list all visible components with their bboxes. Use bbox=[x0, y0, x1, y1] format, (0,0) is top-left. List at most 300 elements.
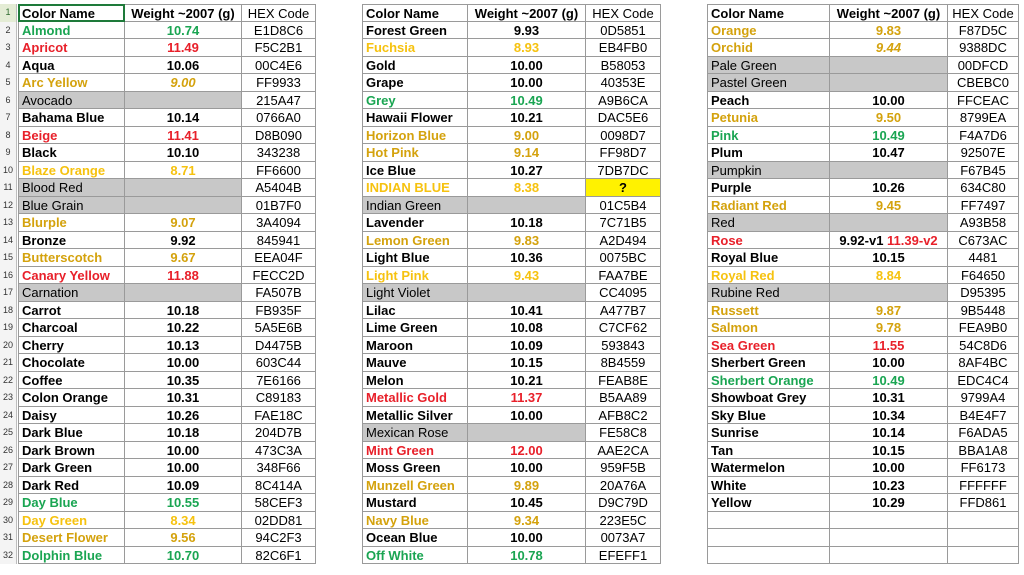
weight-cell[interactable]: 11.41 bbox=[125, 127, 242, 145]
header-weight[interactable]: Weight ~2007 (g) bbox=[125, 4, 242, 22]
hex-code-cell[interactable]: 7DB7DC bbox=[586, 162, 661, 180]
weight-cell[interactable] bbox=[468, 197, 586, 215]
color-name-cell[interactable]: Dolphin Blue bbox=[18, 547, 125, 565]
hex-code-cell[interactable]: 7C71B5 bbox=[586, 214, 661, 232]
hex-code-cell[interactable]: A93B58 bbox=[948, 214, 1019, 232]
color-name-cell[interactable]: Avocado bbox=[18, 92, 125, 110]
color-name-cell[interactable]: Pink bbox=[707, 127, 830, 145]
color-name-cell[interactable]: Carnation bbox=[18, 284, 125, 302]
weight-cell[interactable]: 10.06 bbox=[125, 57, 242, 75]
hex-code-cell[interactable]: 223E5C bbox=[586, 512, 661, 530]
hex-code-cell[interactable]: EFEFF1 bbox=[586, 547, 661, 565]
row-number[interactable]: 8 bbox=[0, 127, 17, 145]
hex-code-cell[interactable]: 593843 bbox=[586, 337, 661, 355]
color-name-cell[interactable]: Mexican Rose bbox=[362, 424, 468, 442]
hex-code-cell[interactable]: 8AF4BC bbox=[948, 354, 1019, 372]
row-number[interactable]: 9 bbox=[0, 144, 17, 162]
color-name-cell[interactable]: Plum bbox=[707, 144, 830, 162]
color-name-cell[interactable]: Moss Green bbox=[362, 459, 468, 477]
row-number[interactable]: 31 bbox=[0, 529, 17, 547]
weight-cell[interactable]: 9.44 bbox=[830, 39, 948, 57]
row-number[interactable]: 26 bbox=[0, 442, 17, 460]
hex-code-cell[interactable]: D95395 bbox=[948, 284, 1019, 302]
weight-cell[interactable]: 8.93 bbox=[468, 39, 586, 57]
color-name-cell[interactable]: Butterscotch bbox=[18, 249, 125, 267]
weight-cell[interactable]: 9.45 bbox=[830, 197, 948, 215]
header-color-name[interactable]: Color Name bbox=[707, 4, 830, 22]
hex-code-cell[interactable]: F64650 bbox=[948, 267, 1019, 285]
hex-code-cell[interactable] bbox=[948, 512, 1019, 530]
hex-code-cell[interactable]: D4475B bbox=[242, 337, 316, 355]
color-name-cell[interactable]: Light Blue bbox=[362, 249, 468, 267]
hex-code-cell[interactable]: FB935F bbox=[242, 302, 316, 320]
hex-code-cell[interactable]: 94C2F3 bbox=[242, 529, 316, 547]
hex-code-cell[interactable] bbox=[948, 547, 1019, 565]
weight-cell[interactable]: 9.92 bbox=[125, 232, 242, 250]
hex-code-cell[interactable]: 01C5B4 bbox=[586, 197, 661, 215]
color-name-cell[interactable]: Grey bbox=[362, 92, 468, 110]
color-name-cell[interactable]: Maroon bbox=[362, 337, 468, 355]
weight-cell[interactable]: 10.45 bbox=[468, 494, 586, 512]
weight-cell[interactable] bbox=[830, 547, 948, 565]
color-name-cell[interactable]: Showboat Grey bbox=[707, 389, 830, 407]
weight-cell[interactable]: 10.26 bbox=[125, 407, 242, 425]
hex-code-cell[interactable]: FA507B bbox=[242, 284, 316, 302]
color-name-cell[interactable]: Desert Flower bbox=[18, 529, 125, 547]
color-name-cell[interactable]: Yellow bbox=[707, 494, 830, 512]
color-name-cell[interactable]: Apricot bbox=[18, 39, 125, 57]
row-number[interactable]: 24 bbox=[0, 407, 17, 425]
weight-cell[interactable]: 10.22 bbox=[125, 319, 242, 337]
color-name-cell[interactable]: Pale Green bbox=[707, 57, 830, 75]
weight-cell[interactable]: 10.15 bbox=[468, 354, 586, 372]
hex-code-cell[interactable]: FFCEAC bbox=[948, 92, 1019, 110]
hex-code-cell[interactable]: F5C2B1 bbox=[242, 39, 316, 57]
color-name-cell[interactable]: Lilac bbox=[362, 302, 468, 320]
weight-cell[interactable]: 10.15 bbox=[830, 442, 948, 460]
color-name-cell[interactable]: Metallic Gold bbox=[362, 389, 468, 407]
hex-code-cell[interactable]: A477B7 bbox=[586, 302, 661, 320]
hex-code-cell[interactable]: AFB8C2 bbox=[586, 407, 661, 425]
hex-code-cell[interactable]: 0073A7 bbox=[586, 529, 661, 547]
hex-code-cell[interactable]: 9B5448 bbox=[948, 302, 1019, 320]
color-name-cell[interactable]: Ice Blue bbox=[362, 162, 468, 180]
color-name-cell[interactable]: Indian Green bbox=[362, 197, 468, 215]
hex-code-cell[interactable]: FF98D7 bbox=[586, 144, 661, 162]
color-name-cell[interactable]: Bahama Blue bbox=[18, 109, 125, 127]
hex-code-cell[interactable]: FE58C8 bbox=[586, 424, 661, 442]
hex-code-cell[interactable]: EB4FB0 bbox=[586, 39, 661, 57]
weight-cell[interactable]: 10.10 bbox=[125, 144, 242, 162]
color-name-cell[interactable]: Charcoal bbox=[18, 319, 125, 337]
color-name-cell[interactable]: Canary Yellow bbox=[18, 267, 125, 285]
color-name-cell[interactable]: Cherry bbox=[18, 337, 125, 355]
weight-cell[interactable] bbox=[468, 424, 586, 442]
weight-cell[interactable]: 9.93 bbox=[468, 22, 586, 40]
header-color-name[interactable]: Color Name bbox=[18, 4, 125, 22]
hex-code-cell[interactable]: 959F5B bbox=[586, 459, 661, 477]
hex-code-cell[interactable]: 0D5851 bbox=[586, 22, 661, 40]
weight-cell[interactable]: 9.43 bbox=[468, 267, 586, 285]
hex-code-cell[interactable]: FF9933 bbox=[242, 74, 316, 92]
hex-code-cell[interactable]: EEA04F bbox=[242, 249, 316, 267]
hex-code-cell[interactable]: B5AA89 bbox=[586, 389, 661, 407]
weight-cell[interactable]: 10.29 bbox=[830, 494, 948, 512]
hex-code-cell[interactable]: FAA7BE bbox=[586, 267, 661, 285]
weight-cell[interactable] bbox=[830, 512, 948, 530]
weight-cell[interactable] bbox=[125, 284, 242, 302]
color-name-cell[interactable]: Watermelon bbox=[707, 459, 830, 477]
hex-code-cell[interactable]: 8799EA bbox=[948, 109, 1019, 127]
hex-code-cell[interactable]: 845941 bbox=[242, 232, 316, 250]
hex-code-cell[interactable]: F4A7D6 bbox=[948, 127, 1019, 145]
hex-code-cell[interactable]: 54C8D6 bbox=[948, 337, 1019, 355]
header-hex[interactable]: HEX Code bbox=[242, 4, 316, 22]
weight-cell[interactable]: 9.34 bbox=[468, 512, 586, 530]
hex-code-cell[interactable]: 00C4E6 bbox=[242, 57, 316, 75]
color-name-cell[interactable]: Almond bbox=[18, 22, 125, 40]
color-name-cell[interactable]: Blaze Orange bbox=[18, 162, 125, 180]
row-number[interactable]: 15 bbox=[0, 249, 17, 267]
row-number[interactable]: 14 bbox=[0, 232, 17, 250]
weight-cell[interactable]: 9.83 bbox=[830, 22, 948, 40]
hex-code-cell[interactable]: AAE2CA bbox=[586, 442, 661, 460]
color-name-cell[interactable]: Dark Brown bbox=[18, 442, 125, 460]
hex-code-cell[interactable]: C89183 bbox=[242, 389, 316, 407]
hex-code-cell[interactable]: FFFFFF bbox=[948, 477, 1019, 495]
row-number[interactable]: 11 bbox=[0, 179, 17, 197]
row-number[interactable]: 25 bbox=[0, 424, 17, 442]
hex-code-cell[interactable] bbox=[948, 529, 1019, 547]
color-name-cell[interactable]: Bronze bbox=[18, 232, 125, 250]
color-name-cell[interactable]: Metallic Silver bbox=[362, 407, 468, 425]
weight-cell[interactable]: 10.21 bbox=[468, 372, 586, 390]
weight-cell[interactable]: 10.14 bbox=[830, 424, 948, 442]
weight-cell[interactable] bbox=[468, 284, 586, 302]
weight-cell[interactable]: 10.00 bbox=[125, 442, 242, 460]
weight-cell[interactable]: 10.00 bbox=[468, 407, 586, 425]
hex-code-cell[interactable]: FF6600 bbox=[242, 162, 316, 180]
weight-cell[interactable]: 10.00 bbox=[830, 354, 948, 372]
hex-code-cell[interactable]: F67B45 bbox=[948, 162, 1019, 180]
color-name-cell[interactable]: Colon Orange bbox=[18, 389, 125, 407]
weight-cell[interactable]: 10.13 bbox=[125, 337, 242, 355]
weight-cell[interactable]: 10.47 bbox=[830, 144, 948, 162]
color-name-cell[interactable]: Gold bbox=[362, 57, 468, 75]
weight-cell[interactable] bbox=[830, 232, 948, 250]
color-name-cell[interactable]: Red bbox=[707, 214, 830, 232]
weight-cell[interactable]: 10.09 bbox=[468, 337, 586, 355]
row-number[interactable]: 27 bbox=[0, 459, 17, 477]
hex-code-cell[interactable]: 0766A0 bbox=[242, 109, 316, 127]
weight-cell[interactable] bbox=[830, 74, 948, 92]
hex-code-cell[interactable]: 20A76A bbox=[586, 477, 661, 495]
hex-code-cell[interactable]: A9B6CA bbox=[586, 92, 661, 110]
weight-cell[interactable]: 10.21 bbox=[468, 109, 586, 127]
row-number[interactable]: 22 bbox=[0, 372, 17, 390]
weight-cell[interactable]: 8.71 bbox=[125, 162, 242, 180]
hex-code-cell[interactable]: FEAB8E bbox=[586, 372, 661, 390]
weight-cell[interactable]: 10.36 bbox=[468, 249, 586, 267]
color-name-cell[interactable]: Mauve bbox=[362, 354, 468, 372]
hex-code-cell[interactable]: 0075BC bbox=[586, 249, 661, 267]
row-number[interactable]: 16 bbox=[0, 267, 17, 285]
color-name-cell[interactable]: Sherbert Green bbox=[707, 354, 830, 372]
weight-cell[interactable]: 10.49 bbox=[830, 372, 948, 390]
weight-cell[interactable]: 8.84 bbox=[830, 267, 948, 285]
weight-cell[interactable]: 10.00 bbox=[125, 459, 242, 477]
color-name-cell[interactable]: Light Pink bbox=[362, 267, 468, 285]
weight-cell[interactable]: 10.00 bbox=[830, 459, 948, 477]
hex-code-cell[interactable]: BBA1A8 bbox=[948, 442, 1019, 460]
hex-code-cell[interactable]: 3A4094 bbox=[242, 214, 316, 232]
hex-code-cell[interactable]: A5404B bbox=[242, 179, 316, 197]
row-number[interactable]: 20 bbox=[0, 337, 17, 355]
color-name-cell[interactable]: Carrot bbox=[18, 302, 125, 320]
row-number[interactable]: 5 bbox=[0, 74, 17, 92]
hex-code-cell[interactable]: FF6173 bbox=[948, 459, 1019, 477]
color-name-cell[interactable]: Rose bbox=[707, 232, 830, 250]
color-name-cell[interactable] bbox=[707, 512, 830, 530]
color-name-cell[interactable]: Black bbox=[18, 144, 125, 162]
hex-code-cell[interactable]: 7E6166 bbox=[242, 372, 316, 390]
color-name-cell[interactable]: Mint Green bbox=[362, 442, 468, 460]
hex-code-cell[interactable]: 92507E bbox=[948, 144, 1019, 162]
hex-code-cell[interactable]: FFD861 bbox=[948, 494, 1019, 512]
weight-cell[interactable]: 10.08 bbox=[468, 319, 586, 337]
weight-cell[interactable]: 10.27 bbox=[468, 162, 586, 180]
row-number[interactable]: 21 bbox=[0, 354, 17, 372]
weight-cell[interactable]: 10.31 bbox=[830, 389, 948, 407]
hex-code-cell[interactable]: 348F66 bbox=[242, 459, 316, 477]
weight-cell[interactable]: 10.55 bbox=[125, 494, 242, 512]
row-number[interactable]: 28 bbox=[0, 477, 17, 495]
weight-cell[interactable]: 10.74 bbox=[125, 22, 242, 40]
color-name-cell[interactable]: Day Blue bbox=[18, 494, 125, 512]
hex-code-cell[interactable]: 0098D7 bbox=[586, 127, 661, 145]
weight-cell[interactable]: 10.78 bbox=[468, 547, 586, 565]
row-number[interactable]: 6 bbox=[0, 92, 17, 110]
hex-code-cell[interactable]: 8B4559 bbox=[586, 354, 661, 372]
row-number[interactable]: 10 bbox=[0, 162, 17, 180]
color-name-cell[interactable]: Blue Grain bbox=[18, 197, 125, 215]
hex-code-cell[interactable]: 204D7B bbox=[242, 424, 316, 442]
color-name-cell[interactable]: Lavender bbox=[362, 214, 468, 232]
weight-cell[interactable] bbox=[830, 57, 948, 75]
weight-cell[interactable] bbox=[830, 529, 948, 547]
color-name-cell[interactable]: Royal Red bbox=[707, 267, 830, 285]
weight-cell[interactable]: 10.41 bbox=[468, 302, 586, 320]
weight-cell[interactable]: 10.09 bbox=[125, 477, 242, 495]
weight-cell[interactable]: 9.83 bbox=[468, 232, 586, 250]
row-number[interactable]: 4 bbox=[0, 57, 17, 75]
color-name-cell[interactable]: Rubine Red bbox=[707, 284, 830, 302]
weight-cell[interactable]: 10.00 bbox=[468, 529, 586, 547]
color-name-cell[interactable]: Sea Green bbox=[707, 337, 830, 355]
row-number[interactable]: 17 bbox=[0, 284, 17, 302]
color-name-cell[interactable]: Orchid bbox=[707, 39, 830, 57]
color-name-cell[interactable]: Sky Blue bbox=[707, 407, 830, 425]
color-name-cell[interactable]: Grape bbox=[362, 74, 468, 92]
hex-code-cell[interactable]: 473C3A bbox=[242, 442, 316, 460]
color-name-cell[interactable]: Salmon bbox=[707, 319, 830, 337]
color-name-cell[interactable]: Dark Blue bbox=[18, 424, 125, 442]
weight-cell[interactable]: 11.88 bbox=[125, 267, 242, 285]
hex-code-cell[interactable]: 01B7F0 bbox=[242, 197, 316, 215]
color-name-cell[interactable]: Dark Red bbox=[18, 477, 125, 495]
color-name-cell[interactable]: Lime Green bbox=[362, 319, 468, 337]
weight-cell[interactable]: 9.67 bbox=[125, 249, 242, 267]
hex-code-cell[interactable]: 9799A4 bbox=[948, 389, 1019, 407]
color-name-cell[interactable]: Daisy bbox=[18, 407, 125, 425]
weight-cell[interactable]: 9.00 bbox=[468, 127, 586, 145]
color-name-cell[interactable]: INDIAN BLUE bbox=[362, 179, 468, 197]
weight-cell[interactable]: 8.34 bbox=[125, 512, 242, 530]
weight-cell[interactable]: 10.26 bbox=[830, 179, 948, 197]
hex-code-cell[interactable]: 215A47 bbox=[242, 92, 316, 110]
header-weight[interactable]: Weight ~2007 (g) bbox=[830, 4, 948, 22]
hex-code-cell[interactable]: ? bbox=[586, 179, 661, 197]
weight-cell[interactable]: 9.07 bbox=[125, 214, 242, 232]
color-name-cell[interactable]: Sunrise bbox=[707, 424, 830, 442]
hex-code-cell[interactable]: 58CEF3 bbox=[242, 494, 316, 512]
weight-cell[interactable] bbox=[830, 162, 948, 180]
color-name-cell[interactable]: Petunia bbox=[707, 109, 830, 127]
weight-cell[interactable]: 10.18 bbox=[468, 214, 586, 232]
row-number[interactable]: 29 bbox=[0, 494, 17, 512]
weight-cell[interactable] bbox=[830, 284, 948, 302]
header-color-name[interactable]: Color Name bbox=[362, 4, 468, 22]
row-number[interactable]: 7 bbox=[0, 109, 17, 127]
weight-cell[interactable]: 10.00 bbox=[468, 57, 586, 75]
weight-cell[interactable]: 11.49 bbox=[125, 39, 242, 57]
hex-code-cell[interactable]: A2D494 bbox=[586, 232, 661, 250]
weight-cell[interactable]: 8.38 bbox=[468, 179, 586, 197]
row-number[interactable]: 13 bbox=[0, 214, 17, 232]
hex-code-cell[interactable]: B4E4F7 bbox=[948, 407, 1019, 425]
color-name-cell[interactable]: Hawaii Flower bbox=[362, 109, 468, 127]
color-name-cell[interactable]: Arc Yellow bbox=[18, 74, 125, 92]
hex-code-cell[interactable]: FEA9B0 bbox=[948, 319, 1019, 337]
color-name-cell[interactable]: Dark Green bbox=[18, 459, 125, 477]
row-number[interactable]: 23 bbox=[0, 389, 17, 407]
weight-cell[interactable]: 10.00 bbox=[830, 92, 948, 110]
color-name-cell[interactable]: Horizon Blue bbox=[362, 127, 468, 145]
row-number[interactable]: 3 bbox=[0, 39, 17, 57]
weight-cell[interactable]: 9.78 bbox=[830, 319, 948, 337]
color-name-cell[interactable]: Sherbert Orange bbox=[707, 372, 830, 390]
color-name-cell[interactable]: Coffee bbox=[18, 372, 125, 390]
hex-code-cell[interactable]: 603C44 bbox=[242, 354, 316, 372]
hex-code-cell[interactable]: 82C6F1 bbox=[242, 547, 316, 565]
hex-code-cell[interactable]: F87D5C bbox=[948, 22, 1019, 40]
color-name-cell[interactable]: Navy Blue bbox=[362, 512, 468, 530]
color-name-cell[interactable]: Pumpkin bbox=[707, 162, 830, 180]
hex-code-cell[interactable]: 634C80 bbox=[948, 179, 1019, 197]
color-name-cell[interactable]: Ocean Blue bbox=[362, 529, 468, 547]
hex-code-cell[interactable]: 9388DC bbox=[948, 39, 1019, 57]
weight-cell[interactable]: 12.00 bbox=[468, 442, 586, 460]
color-name-cell[interactable]: Mustard bbox=[362, 494, 468, 512]
color-name-cell[interactable]: Light Violet bbox=[362, 284, 468, 302]
color-name-cell[interactable] bbox=[707, 547, 830, 565]
weight-cell[interactable]: 11.55 bbox=[830, 337, 948, 355]
row-number[interactable]: 2 bbox=[0, 22, 17, 40]
color-name-cell[interactable]: Orange bbox=[707, 22, 830, 40]
color-name-cell[interactable]: Chocolate bbox=[18, 354, 125, 372]
weight-cell[interactable]: 10.35 bbox=[125, 372, 242, 390]
color-name-cell[interactable]: Forest Green bbox=[362, 22, 468, 40]
color-name-cell[interactable]: Fuchsia bbox=[362, 39, 468, 57]
weight-cell[interactable] bbox=[125, 197, 242, 215]
weight-cell[interactable]: 10.23 bbox=[830, 477, 948, 495]
row-number[interactable]: 1 bbox=[0, 4, 17, 22]
header-hex[interactable]: HEX Code bbox=[586, 4, 661, 22]
color-name-cell[interactable]: Royal Blue bbox=[707, 249, 830, 267]
weight-cell[interactable]: 10.14 bbox=[125, 109, 242, 127]
row-number[interactable]: 18 bbox=[0, 302, 17, 320]
color-name-cell[interactable]: Blood Red bbox=[18, 179, 125, 197]
row-number[interactable]: 30 bbox=[0, 512, 17, 530]
color-name-cell[interactable]: Day Green bbox=[18, 512, 125, 530]
color-name-cell[interactable]: Russett bbox=[707, 302, 830, 320]
color-name-cell[interactable]: Beige bbox=[18, 127, 125, 145]
weight-cell[interactable]: 10.49 bbox=[830, 127, 948, 145]
weight-cell[interactable]: 9.14 bbox=[468, 144, 586, 162]
color-name-cell[interactable]: Tan bbox=[707, 442, 830, 460]
weight-cell[interactable]: 10.00 bbox=[125, 354, 242, 372]
hex-code-cell[interactable]: 40353E bbox=[586, 74, 661, 92]
hex-code-cell[interactable]: FF7497 bbox=[948, 197, 1019, 215]
color-name-cell[interactable]: Aqua bbox=[18, 57, 125, 75]
hex-code-cell[interactable]: FECC2D bbox=[242, 267, 316, 285]
hex-code-cell[interactable]: E1D8C6 bbox=[242, 22, 316, 40]
color-name-cell[interactable]: Lemon Green bbox=[362, 232, 468, 250]
weight-cell[interactable]: 10.70 bbox=[125, 547, 242, 565]
weight-cell[interactable]: 10.15 bbox=[830, 249, 948, 267]
hex-code-cell[interactable]: D8B090 bbox=[242, 127, 316, 145]
row-number[interactable]: 19 bbox=[0, 319, 17, 337]
weight-cell[interactable]: 10.18 bbox=[125, 302, 242, 320]
weight-cell[interactable]: 11.37 bbox=[468, 389, 586, 407]
weight-cell[interactable] bbox=[125, 92, 242, 110]
weight-cell[interactable] bbox=[125, 179, 242, 197]
color-name-cell[interactable]: Munzell Green bbox=[362, 477, 468, 495]
hex-code-cell[interactable]: 02DD81 bbox=[242, 512, 316, 530]
hex-code-cell[interactable]: D9C79D bbox=[586, 494, 661, 512]
weight-cell[interactable]: 10.00 bbox=[468, 459, 586, 477]
color-name-cell[interactable]: Radiant Red bbox=[707, 197, 830, 215]
weight-cell[interactable]: 9.00 bbox=[125, 74, 242, 92]
hex-code-cell[interactable]: EDC4C4 bbox=[948, 372, 1019, 390]
weight-cell[interactable]: 10.34 bbox=[830, 407, 948, 425]
color-name-cell[interactable]: Melon bbox=[362, 372, 468, 390]
weight-cell[interactable]: 9.89 bbox=[468, 477, 586, 495]
hex-code-cell[interactable]: F6ADA5 bbox=[948, 424, 1019, 442]
header-weight[interactable]: Weight ~2007 (g) bbox=[468, 4, 586, 22]
color-name-cell[interactable]: Off White bbox=[362, 547, 468, 565]
color-name-cell[interactable]: Hot Pink bbox=[362, 144, 468, 162]
weight-cell[interactable]: 9.56 bbox=[125, 529, 242, 547]
weight-cell[interactable]: 10.00 bbox=[468, 74, 586, 92]
weight-cell[interactable]: 10.31 bbox=[125, 389, 242, 407]
header-hex[interactable]: HEX Code bbox=[948, 4, 1019, 22]
hex-code-cell[interactable]: 5A5E6B bbox=[242, 319, 316, 337]
hex-code-cell[interactable]: C7CF62 bbox=[586, 319, 661, 337]
hex-code-cell[interactable]: 00DFCD bbox=[948, 57, 1019, 75]
hex-code-cell[interactable]: 4481 bbox=[948, 249, 1019, 267]
color-name-cell[interactable] bbox=[707, 529, 830, 547]
